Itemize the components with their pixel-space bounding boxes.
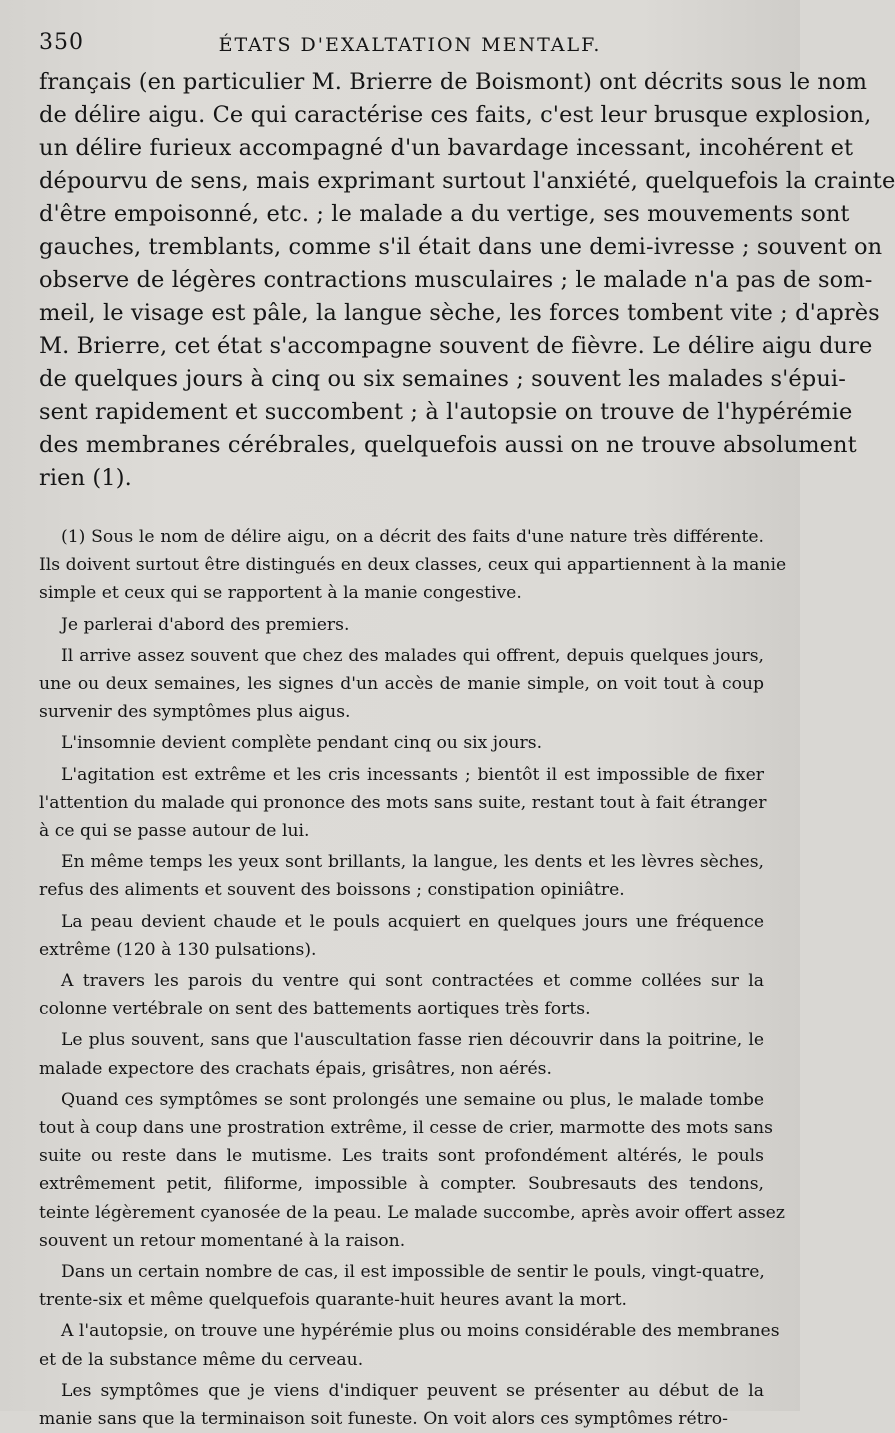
footnote-line: souvent un retour momentané à la raison.	[39, 1230, 406, 1251]
footnote-line: A l'autopsie, on trouve une hypérémie plus ou moins considérable des membranes	[61, 1321, 780, 1342]
footnote-paragraph	[39, 1377, 764, 1433]
text-line: français (en particulier M. Brierre de Boismont) ont décrits sous le nom	[39, 69, 868, 95]
footnote-line: Quand ces symptômes se sont prolongés une semaine ou plus, le malade tombe	[61, 1089, 764, 1110]
footnote-line: extrêmement petit, filiforme, impossible à compter. Soubresauts des tendons,	[39, 1174, 764, 1195]
running-head: ÉTATS D'EXALTATION MENTALF.	[218, 34, 602, 56]
footnote-paragraph	[39, 729, 764, 757]
footnote-paragraph	[39, 848, 764, 904]
footnote	[39, 523, 787, 1433]
footnote-paragraph	[39, 523, 787, 608]
footnote-line: Il arrive assez souvent que chez des malades qui offrent, depuis quelques jours,	[61, 645, 764, 666]
text-line: rien (1).	[39, 465, 132, 491]
footnote-line: L'agitation est extrême et les cris incessants ; bientôt il est impossible de fixer	[61, 764, 764, 785]
text-line: M. Brierre, cet état s'accompagne souvent de fièvre. Le délire aigu dure	[39, 333, 873, 359]
footnote-line: Le plus souvent, sans que l'auscultation fasse rien découvrir dans la poitrine, le	[61, 1030, 764, 1051]
footnote-line: manie sans que la terminaison soit funeste. On voit alors ces symptômes rétro-	[39, 1409, 728, 1430]
footnote-line: trente-six et même quelquefois quarante-huit heures avant la mort.	[39, 1290, 627, 1311]
text-line: gauches, tremblants, comme s'il était dans une demi-ivresse ; souvent on	[39, 234, 883, 260]
text-line: d'être empoisonné, etc. ; le malade a du vertige, ses mouvements sont	[39, 201, 850, 227]
text-line: un délire furieux accompagné d'un bavardage incessant, incohérent et	[39, 135, 854, 161]
footnote-paragraph	[39, 1026, 764, 1082]
page-number: 350	[39, 30, 84, 55]
footnote-line: l'attention du malade qui prononce des mots sans suite, restant tout à fait étranger	[39, 792, 767, 813]
footnote-paragraph	[39, 1317, 780, 1373]
text-line: de délire aigu. Ce qui caractérise ces faits, c'est leur brusque explosion,	[39, 102, 872, 128]
footnote-line: L'insomnie devient complète pendant cinq ou six jours.	[61, 733, 543, 754]
footnote-line: simple et ceux qui se rapportent à la manie congestive.	[39, 583, 522, 604]
footnote-paragraph	[39, 1086, 785, 1255]
footnote-line: une ou deux semaines, les signes d'un accès de manie simple, on voit tout à coup	[39, 674, 764, 695]
footnote-line: teinte légèrement cyanosée de la peau. Le malade succombe, après avoir offert assez	[39, 1202, 785, 1223]
footnote-line: extrême (120 à 130 pulsations).	[39, 939, 317, 960]
footnote-line: En même temps les yeux sont brillants, la langue, les dents et les lèvres sèches,	[61, 852, 764, 873]
text-line: des membranes cérébrales, quelquefois aussi on ne trouve absolument	[39, 432, 857, 458]
footnote-line: malade expectore des crachats épais, grisâtres, non aérés.	[39, 1058, 552, 1079]
text-line: de quelques jours à cinq ou six semaines ; souvent les malades s'épui-	[39, 366, 846, 392]
main-paragraph	[39, 66, 895, 495]
footnote-paragraph	[39, 1258, 764, 1314]
footnote-line: (1) Sous le nom de délire aigu, on a décrit des faits d'une nature très différente.	[61, 527, 764, 547]
footnote-line: colonne vertébrale on sent des battements aortiques très forts.	[39, 999, 591, 1020]
text-line: observe de légères contractions musculaires ; le malade n'a pas de som-	[39, 267, 873, 293]
footnote-line: à ce qui se passe autour de lui.	[39, 821, 310, 842]
footnote-line: refus des aliments et souvent des boissons ; constipation opiniâtre.	[39, 880, 625, 901]
footnote-line: Ils doivent surtout être distingués en deux classes, ceux qui appartiennent à la manie	[39, 555, 787, 576]
text-line: meil, le visage est pâle, la langue sèche, les forces tombent vite ; d'après	[39, 300, 880, 326]
footnote-line: tout à coup dans une prostration extrême, il cesse de crier, marmotte des mots sans	[39, 1118, 773, 1139]
footnote-line: Les symptômes que je viens d'indiquer peuvent se présenter au début de la	[61, 1380, 764, 1401]
main-text	[39, 66, 895, 495]
footnote-paragraph	[39, 761, 767, 846]
footnote-paragraph	[39, 967, 764, 1023]
footnote-line: survenir des symptômes plus aigus.	[39, 702, 351, 723]
footnote-line: Je parlerai d'abord des premiers.	[61, 614, 350, 635]
footnote-paragraph	[39, 642, 764, 727]
footnote-line: A travers les parois du ventre qui sont contractées et comme collées sur la	[61, 971, 764, 992]
footnote-line: et de la substance même du cerveau.	[39, 1349, 364, 1370]
text-line: dépourvu de sens, mais exprimant surtout l'anxiété, quelquefois la crainte	[39, 168, 895, 194]
footnote-paragraph	[39, 611, 764, 639]
footnote-line: Dans un certain nombre de cas, il est impossible de sentir le pouls, vingt-quatre,	[61, 1262, 765, 1283]
footnote-line: suite ou reste dans le mutisme. Les traits sont profondément altérés, le pouls	[39, 1146, 764, 1167]
footnote-line: La peau devient chaude et le pouls acquiert en quelques jours une fréquence	[61, 911, 764, 932]
footnote-paragraph	[39, 908, 764, 964]
text-line: sent rapidement et succombent ; à l'autopsie on trouve de l'hypérémie	[39, 399, 853, 425]
